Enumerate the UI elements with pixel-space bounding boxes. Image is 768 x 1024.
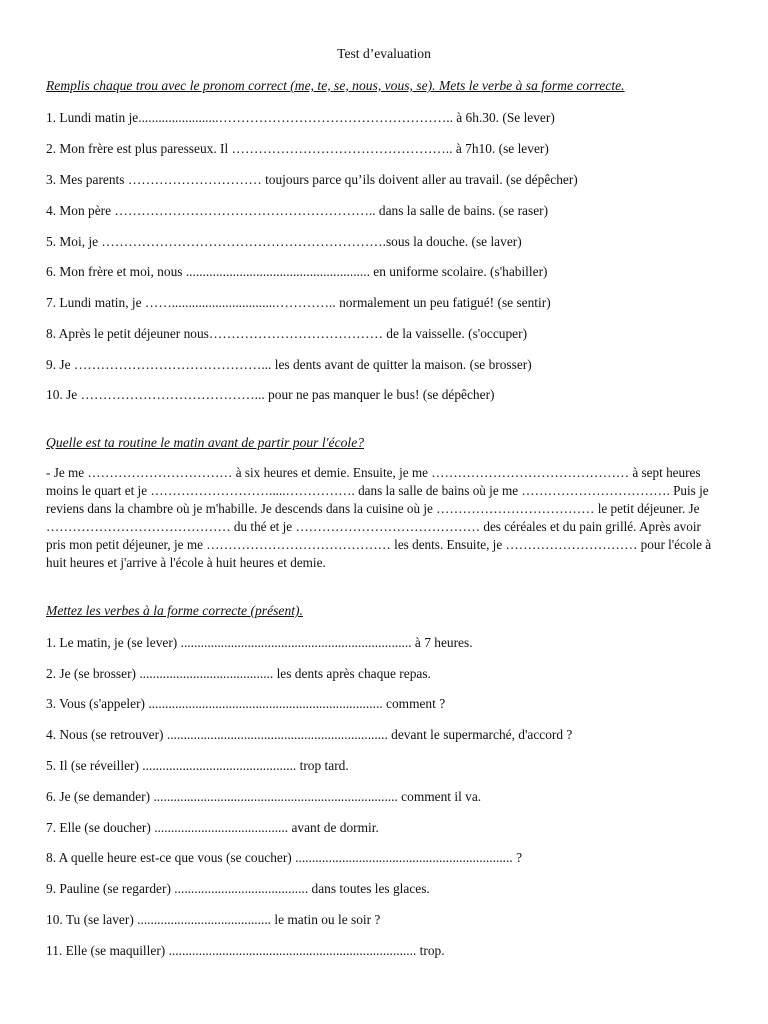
- section1-item: 9. Je ……………………………………... les dents avant de quitter la maison. (se brosser): [46, 357, 532, 372]
- section3-item: 6. Je (se demander) ......................................................................... comment il va.: [46, 789, 482, 804]
- section1-item: 4. Mon père ………………………………………………….. dans la salle de bains. (se raser): [46, 203, 549, 218]
- section1-item: 6. Mon frère et moi, nous ....................................................... en uniforme scolaire. (s'habiller): [46, 264, 548, 279]
- section3-item: 10. Tu (se laver) ........................................ le matin ou le soir ?: [46, 912, 381, 927]
- section3-item: 1. Le matin, je (se lever) ..................................................................... à 7 heures.: [46, 635, 473, 650]
- section3-instruction: Mettez les verbes à la forme correcte (présent).: [46, 603, 303, 618]
- section3-item: 4. Nous (se retrouver) .................................................................. devant le supermarché, d'accord ?: [46, 727, 573, 742]
- section3-item: 11. Elle (se maquiller) .......................................................................... trop.: [46, 943, 445, 958]
- section1-item: 7. Lundi matin, je ……...............................………….. normalement un peu fatigué! (se sentir): [46, 295, 551, 310]
- section3-item: 5. Il (se réveiller) .............................................. trop tard.: [46, 758, 349, 773]
- section3-item: 8. A quelle heure est-ce que vous (se coucher) ................................................................. ?: [46, 850, 523, 865]
- section3-item: 7. Elle (se doucher) ........................................ avant de dormir.: [46, 820, 379, 835]
- routine-paragraph: - Je me …………………………… à six heures et demie. Ensuite, je me ……………………………………… à sept heures moins le quart et je ……………………….....……………. dans la salle de bains où je me ……………………………. Puis je reviens dans la chambre où je m'habille. Je descends dans la cuisine où je ……………………………… le petit déjeuner. Je …………………………………… du thé et je …………………………………… des céréales et du pain grillé. Après avoir pris mon petit déjeuner, je me …………………………………… les dents. Ensuite, je ………………………… pour l'école à huit heures et j'arrive à l'école à huit heures et demie.: [46, 465, 712, 570]
- section1-instruction: Remplis chaque trou avec le pronom correct (me, te, se, nous, vous, se). Mets le verbe à sa forme correcte.: [46, 78, 625, 93]
- section2-instruction: Quelle est ta routine le matin avant de partir pour l'école?: [46, 435, 365, 450]
- section1-item: 2. Mon frère est plus paresseux. Il ………………………………………….. à 7h10. (se lever): [46, 141, 549, 156]
- section1-item: 1. Lundi matin je........................…………………………………………….. à 6h.30. (Se lever): [46, 110, 555, 125]
- section3-item: 9. Pauline (se regarder) ........................................ dans toutes les glaces.: [46, 881, 430, 896]
- section3-item: 2. Je (se brosser) ........................................ les dents après chaque repas.: [46, 666, 431, 681]
- section1-item: 5. Moi, je ……………………………………………………….sous la douche. (se laver): [46, 234, 522, 249]
- section1-item: 8. Après le petit déjeuner nous………………………………… de la vaisselle. (s'occuper): [46, 326, 528, 341]
- section1-item: 10. Je …………………………………... pour ne pas manquer le bus! (se dépêcher): [46, 387, 495, 402]
- section3-item: 3. Vous (s'appeler) ...................................................................... comment ?: [46, 696, 446, 711]
- page-title: Test d’evaluation: [337, 46, 431, 61]
- section1-item: 3. Mes parents ………………………… toujours parce qu’ils doivent aller au travail. (se dépêcher): [46, 172, 578, 187]
